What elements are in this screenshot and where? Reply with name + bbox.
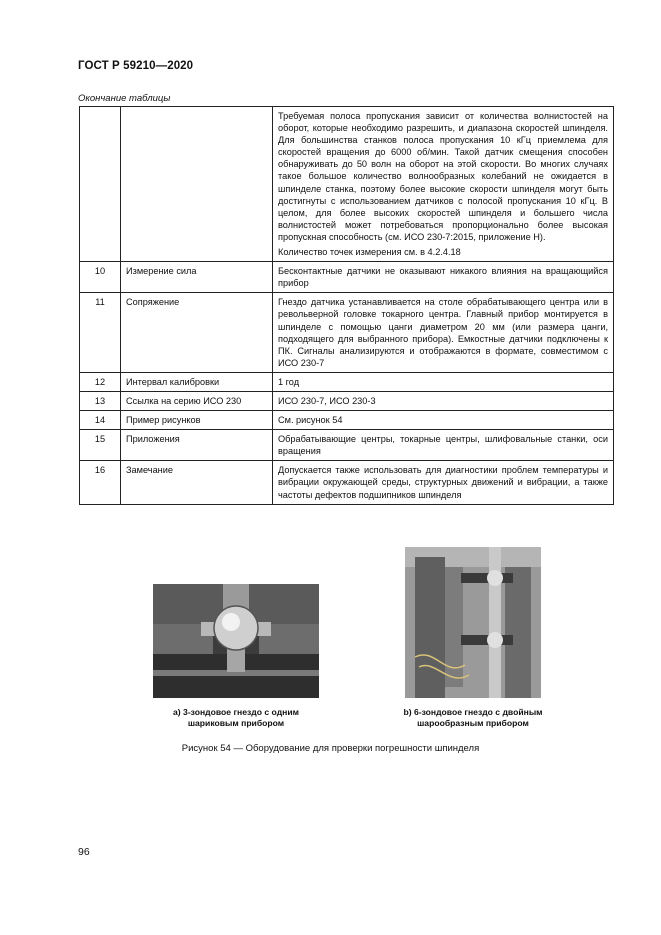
description-paragraph: См. рисунок 54 (278, 415, 343, 426)
row-description (273, 262, 614, 293)
row-description (273, 293, 614, 373)
description-paragraph: Требуемая полоса пропускания зависит от количества волнистостей на оборот, которые необходимо разрешить, и диапазона скоростей шпинделя. Для большинства станков полоса пропускания 10 кГц приемлема для скоростей вращения до 6000 об/мин. Такой датчик смещения способен обнаруживать до 50 волн на оборот на этой скорости. Во многих случаях такое большое количество волнообразных колебаний не ожидается в шпинделе станка, поэтому более высокие скорости шпинделя могут быть достигнуты с использованием датчиков с полосой пропускания 10 кГц. В целом, для более высоких скоростей шпинделя и большего числа волнистостей может потребоваться пропорционально более высокая пропускная способность (см. ИСО 230-7:2015, приложение Н). (278, 111, 608, 242)
page-number: 96 (78, 846, 90, 858)
table-row (80, 293, 614, 373)
description-paragraph: Гнездо датчика устанавливается на столе обрабатывающего центра или в револьверной головке токарного центра. Главный прибор монтируется в шпинделе с помощью цанги диаметром 20 мм (или размера цанги, подходящего для выбранного прибора). Емкостные датчики подключены к ПК. Сигналы анализируются и отображаются в формате, совместимом с ИСО 230-7 (278, 297, 608, 368)
row-parameter: Замечание (121, 461, 273, 504)
photo-six-probe-nest (405, 547, 541, 698)
row-parameter: Интервал калибровки (121, 372, 273, 391)
description-paragraph: 1 год (278, 376, 300, 387)
row-parameter: Измерение сила (121, 262, 273, 293)
description-paragraph: Допускается также использовать для диагностики проблем температуры и вибрации окружающей среды, структурных движений и вибрации, а также частоты дефектов подшипников шпинделя (278, 465, 608, 500)
row-description (273, 107, 614, 262)
row-number: 15 (80, 430, 121, 461)
photo-three-probe-nest (153, 584, 319, 698)
description-paragraph: Обрабатывающие центры, токарные центры, шлифовальные станки, оси вращения (278, 434, 608, 457)
row-number: 10 (80, 262, 121, 293)
row-parameter: Ссылка на серию ИСО 230 (121, 391, 273, 410)
row-description (273, 461, 614, 504)
row-parameter: Сопряжение (121, 293, 273, 373)
description-paragraph: Бесконтактные датчики не оказывают никакого влияния на вращающийся прибор (278, 266, 608, 289)
row-number (80, 107, 121, 262)
spec-table (79, 106, 614, 505)
table-row (80, 262, 614, 293)
table-row (80, 461, 614, 504)
table-continuation-caption: Окончание таблицы (78, 93, 171, 104)
row-parameter: Пример рисунков (121, 411, 273, 430)
row-parameter (121, 107, 273, 262)
row-number: 14 (80, 411, 121, 430)
row-number: 12 (80, 372, 121, 391)
figure-caption: Рисунок 54 — Оборудование для проверки погрешности шпинделя (181, 743, 480, 754)
row-description (273, 430, 614, 461)
description-paragraph: ИСО 230-7, ИСО 230-3 (278, 395, 376, 406)
table-row (80, 107, 614, 262)
row-description (273, 411, 614, 430)
figure-subcaption-a: а) 3-зондовое гнездо с одним шариковым прибором (173, 707, 299, 728)
row-number: 16 (80, 461, 121, 504)
row-description (273, 391, 614, 410)
table-row (80, 391, 614, 410)
row-number: 13 (80, 391, 121, 410)
row-parameter: Приложения (121, 430, 273, 461)
table-row (80, 430, 614, 461)
table-row (80, 411, 614, 430)
figure-subcaption-b: b) 6-зондовое гнездо с двойным шарообразным прибором (403, 707, 543, 728)
row-number: 11 (80, 293, 121, 373)
description-paragraph: Количество точек измерения см. в 4.2.4.18 (278, 247, 461, 258)
row-description (273, 372, 614, 391)
document-header: ГОСТ Р 59210—2020 (78, 60, 194, 72)
table-row (80, 372, 614, 391)
